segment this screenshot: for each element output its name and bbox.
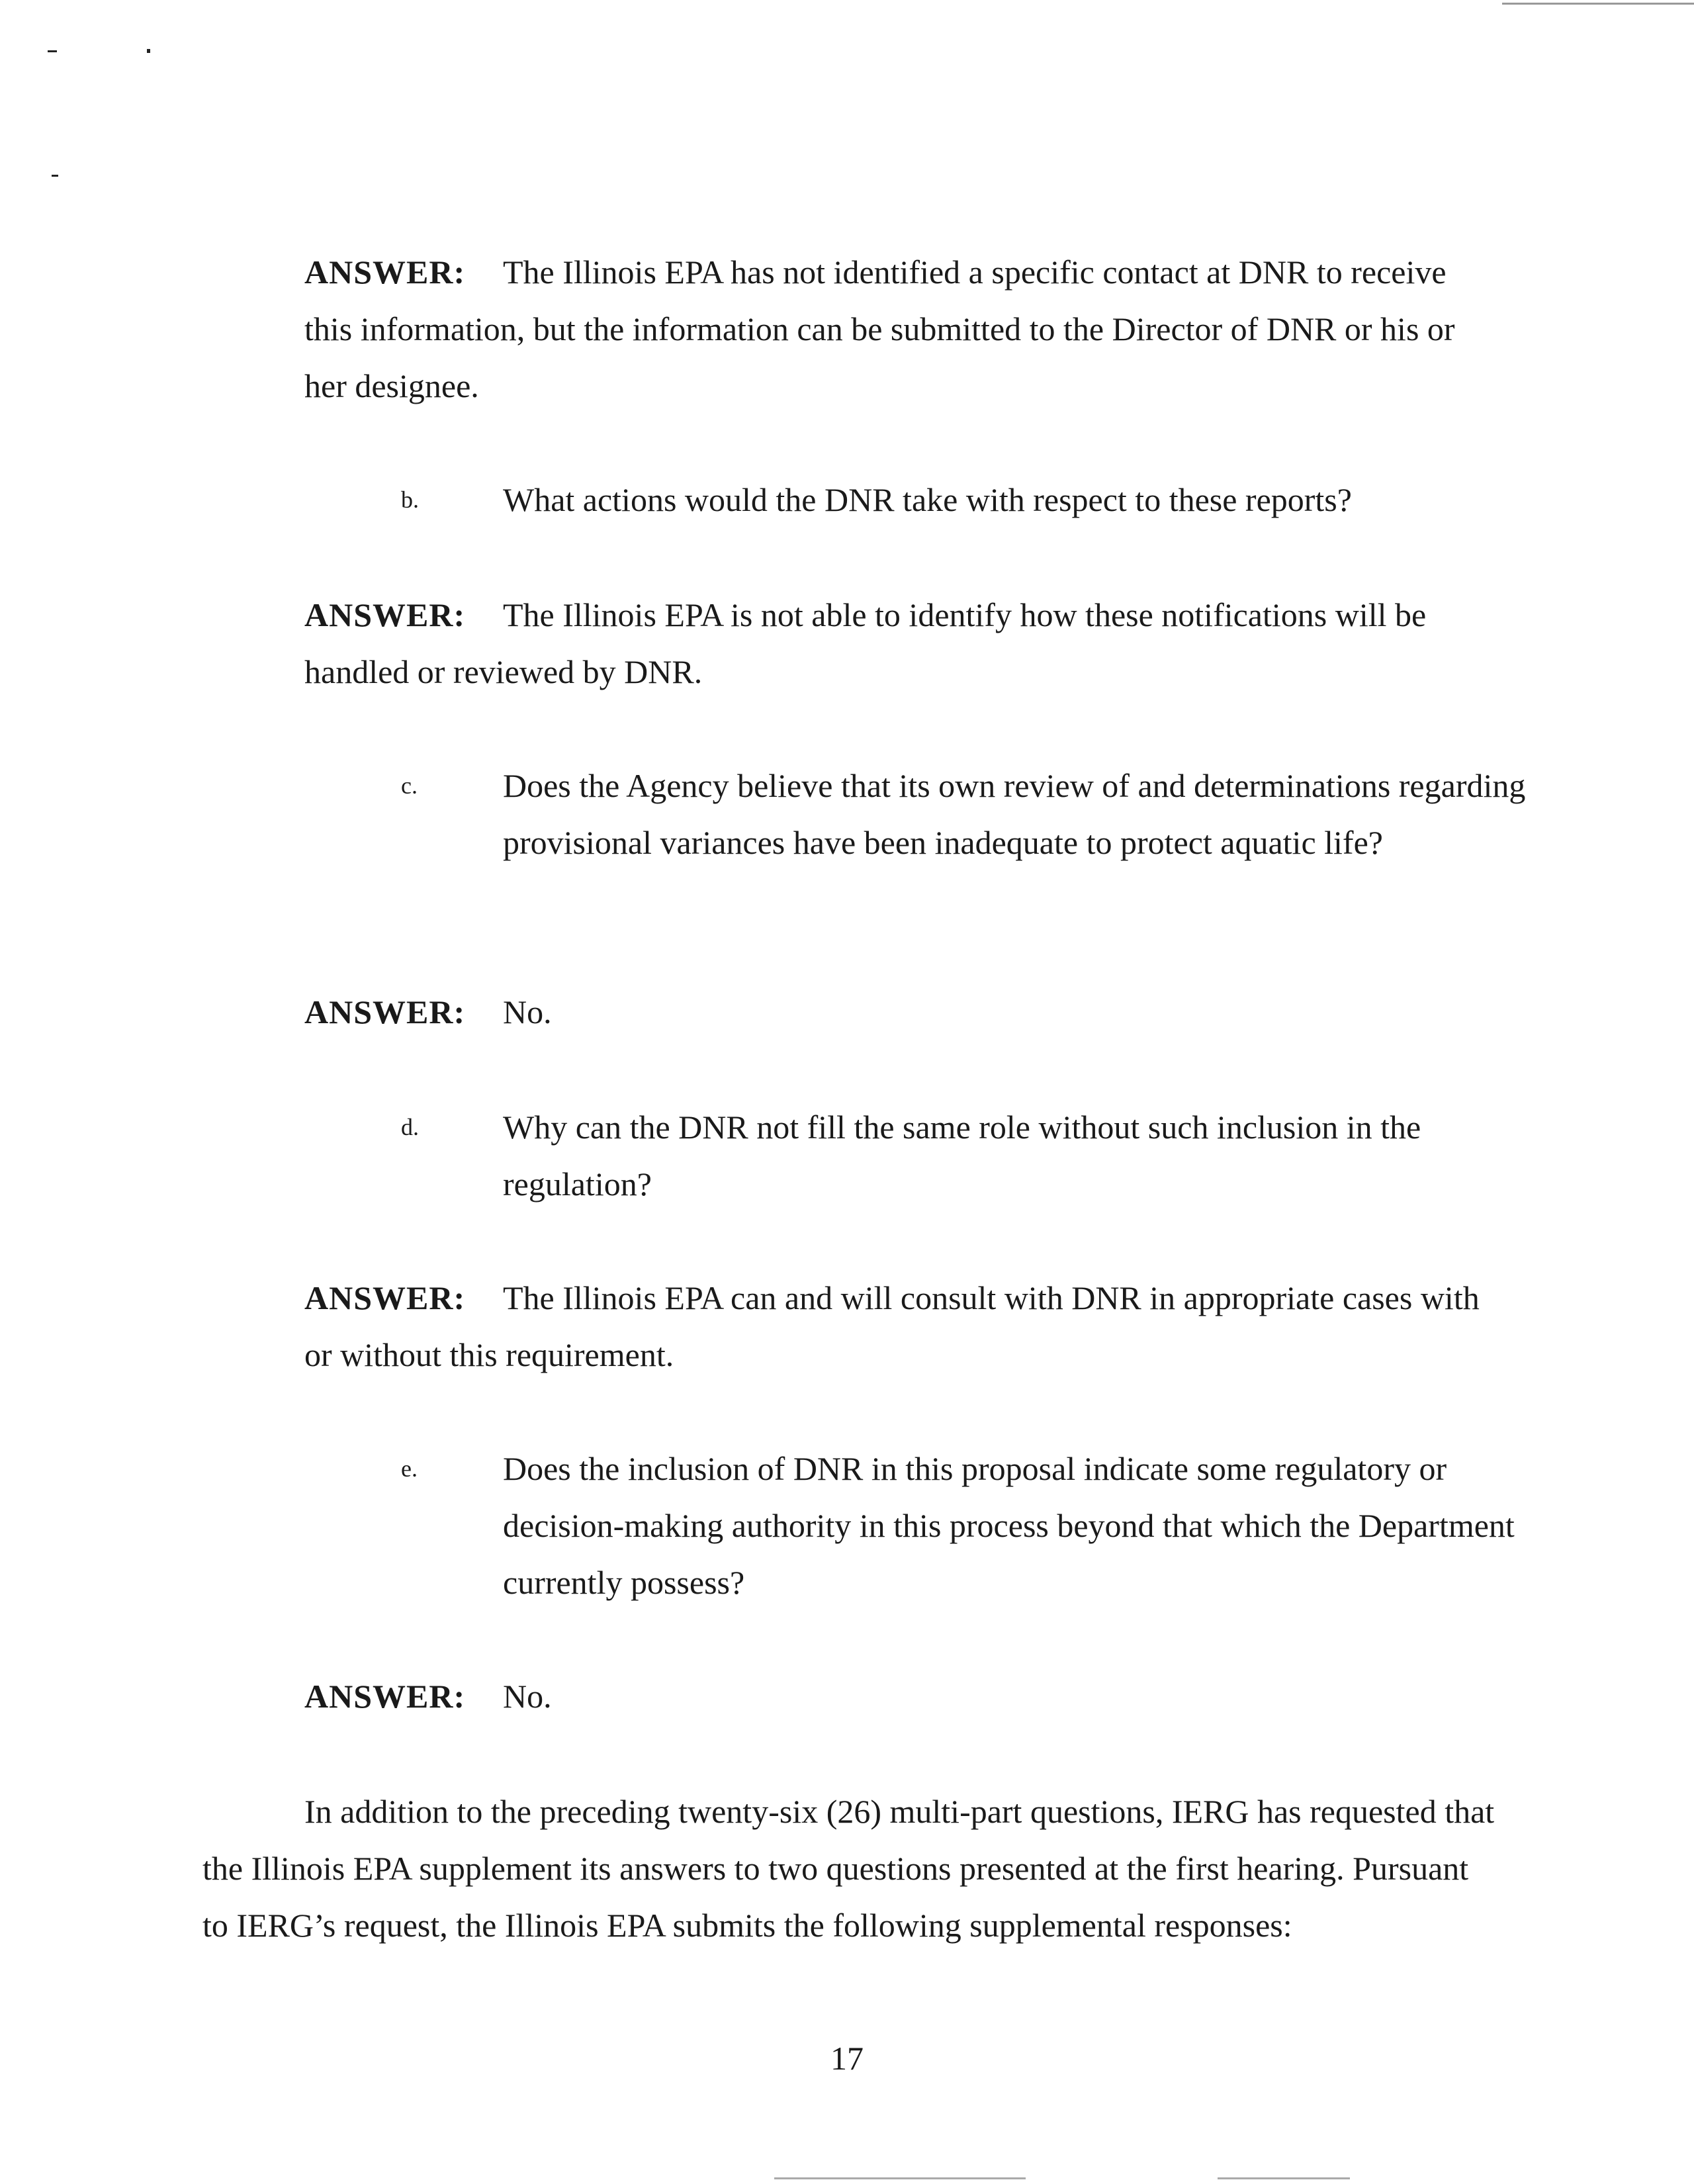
scan-edge-line <box>774 2177 1026 2179</box>
answer-label: ANSWER: <box>304 1279 466 1316</box>
question-letter: c. <box>401 772 418 799</box>
question-text: Why can the DNR not fill the same role without such inclusion in the regulation? <box>503 1109 1421 1203</box>
scan-mark <box>52 175 58 177</box>
question-letter: b. <box>401 486 419 513</box>
question-block <box>401 1099 1526 1212</box>
question-block <box>401 757 1526 871</box>
answer-label: ANSWER: <box>304 596 466 633</box>
answer-text: The Illinois EPA can and will consult with DNR in appropriate cases with or without this requirement. <box>304 1279 1480 1373</box>
answer-block <box>304 244 1502 414</box>
answer-text: No. <box>503 993 552 1030</box>
answer-block <box>304 586 1502 700</box>
question-block <box>401 1440 1526 1611</box>
page-number: 17 <box>830 2040 864 2077</box>
answer-label: ANSWER: <box>304 993 466 1030</box>
question-text: What actions would the DNR take with respect to these reports? <box>503 481 1352 518</box>
answer-block <box>304 983 1502 1040</box>
answer-text: The Illinois EPA is not able to identify how these notifications will be handled or reviewed by DNR. <box>304 596 1427 690</box>
scan-mark <box>147 49 150 53</box>
closing-paragraph: In addition to the preceding twenty-six (26) multi-part questions, IERG has requested that the Illinois EPA supplement its answers to two questions presented at the first hearing. Pursuant to IERG’s request, the Illinois EPA submits the following supplemental responses: <box>202 1793 1495 1944</box>
answer-label: ANSWER: <box>304 253 466 291</box>
answer-text: The Illinois EPA has not identified a specific contact at DNR to receive this information, but the information can be submitted to the Director of DNR or his or her designee. <box>304 253 1455 404</box>
scan-mark <box>48 50 57 52</box>
scan-edge-line <box>1218 2177 1350 2179</box>
answer-text: No. <box>503 1678 552 1715</box>
answer-label: ANSWER: <box>304 1678 466 1715</box>
question-block <box>401 471 1526 528</box>
answer-block <box>304 1668 1502 1725</box>
scan-edge-line <box>1502 3 1694 5</box>
question-text: Does the inclusion of DNR in this proposal indicate some regulatory or decision-making authority in this process beyond that which the Department currently possess? <box>503 1450 1515 1601</box>
question-text: Does the Agency believe that its own review of and determinations regarding provisional variances have been inadequate to protect aquatic life? <box>503 767 1526 861</box>
question-letter: e. <box>401 1455 418 1482</box>
question-letter: d. <box>401 1114 419 1140</box>
answer-block <box>304 1269 1502 1383</box>
